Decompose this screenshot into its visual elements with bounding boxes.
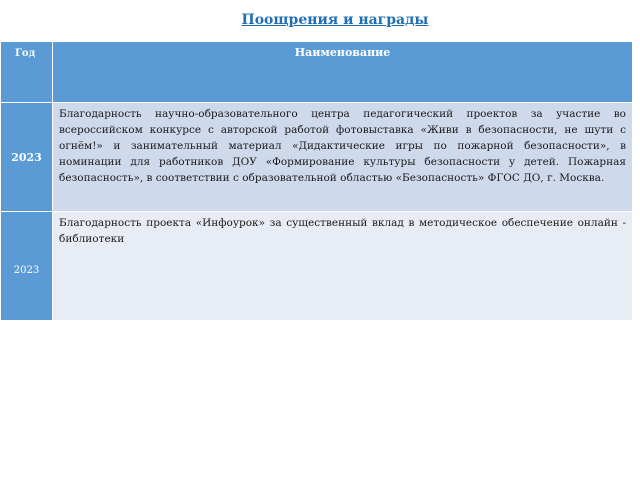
award-description-cell: Благодарность проекта «Инфоурок» за существенный вклад в методическое обеспечение онлайн - библиотеки	[53, 212, 633, 321]
page-title: Поощрения и награды	[241, 12, 429, 28]
table-header-row	[1, 42, 633, 103]
awards-table	[0, 41, 633, 321]
year-cell: 2023	[1, 212, 53, 321]
header-year: Год	[1, 42, 53, 103]
table-row	[1, 103, 633, 212]
table-row	[1, 212, 633, 321]
header-name: Наименование	[53, 42, 633, 103]
award-description-cell: Благодарность научно-образовательного центра педагогический проектов за участие во всероссийском конкурсе с авторской работой фотовыставка «Живи в безопасности, не шути с огнём!» и занимательный материал «Дидактические игры по пожарной безопасности», в номинации для работников ДОУ «Формирование культуры безопасности у детей. Пожарная безопасность», в соответствии с образовательной областью «Безопасность» ФГОС ДО, г. Москва.	[53, 103, 633, 212]
year-cell: 2023	[1, 103, 53, 212]
